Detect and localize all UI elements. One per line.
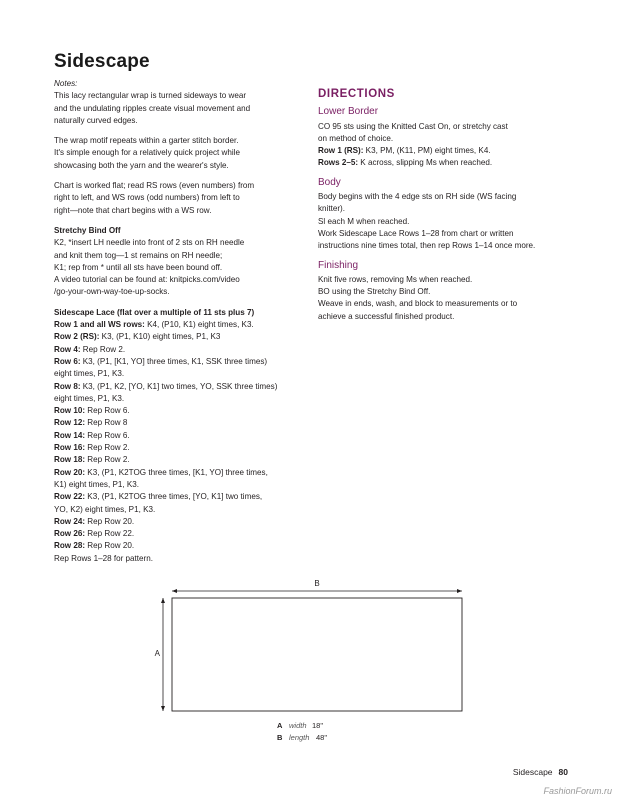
notes-line: showcasing both the yarn and the wearer's style. <box>54 160 229 170</box>
lace-closing: Rep Rows 1–28 for pattern. <box>54 553 153 563</box>
width-arrow-top <box>161 598 165 603</box>
direction-line <box>318 191 568 203</box>
direction-text: on method of choice. <box>318 133 394 143</box>
watermark-text: FashionForum.ru <box>543 786 612 796</box>
direction-text: achieve a successful finished product. <box>318 311 455 321</box>
legend-a-name: width <box>289 721 307 730</box>
direction-line <box>318 203 568 215</box>
length-arrow-left <box>172 589 177 593</box>
lace-row <box>54 540 304 552</box>
lace-row-text: Rep Row 22. <box>85 529 135 539</box>
notes-label: Notes: <box>54 79 78 88</box>
notes-line: right to left, and WS rows (odd numbers) from left to <box>54 193 240 203</box>
section-heading: Body <box>318 176 341 188</box>
lace-row-text: K3, (P1, K10) eight times, P1, K3 <box>99 332 221 342</box>
direction-row-label: Row 1 (RS): <box>318 146 364 156</box>
lace-row <box>54 454 304 466</box>
bind-off-heading: Stretchy Bind Off <box>54 225 121 235</box>
notes-paragraphs <box>54 90 304 217</box>
lace-heading: Sidescape Lace (flat over a multiple of 11 sts plus 7) <box>54 307 255 317</box>
schematic-diagram <box>150 578 470 748</box>
lace-row-text: K4, (P10, K1) eight times, K3. <box>144 320 254 330</box>
direction-text: CO 95 sts using the Knitted Cast On, or stretchy cast <box>318 121 508 131</box>
lace-row-label: Row 24: <box>54 516 86 526</box>
left-column <box>54 78 304 573</box>
lace-row-text: Rep Row 8 <box>85 418 128 428</box>
page-title: Sidescape <box>54 51 150 72</box>
lace-row <box>54 417 304 429</box>
notes-paragraph <box>54 135 304 172</box>
direction-text: K3, PM, (K11, PM) eight times, K4. <box>363 146 491 156</box>
notes-line: It's simple enough for a relatively quick project while <box>54 148 240 158</box>
lace-row-label: Row 8: <box>54 381 81 391</box>
lace-row-label: Row 6: <box>54 356 81 366</box>
direction-line <box>318 133 568 145</box>
direction-line <box>318 240 568 252</box>
lace-row-label: Row 20: <box>54 467 86 477</box>
notes-block <box>54 78 304 217</box>
section-heading: Lower Border <box>318 106 379 118</box>
lace-row-continuation: eight times, P1, K3. <box>54 393 125 403</box>
bind-off-line: /go-your-own-way-toe-up-socks. <box>54 287 170 297</box>
lace-row-label: Row 22: <box>54 492 86 502</box>
bind-off-line: and knit them tog—1 st remains on RH needle; <box>54 250 223 260</box>
notes-paragraph <box>54 180 304 217</box>
lace-row <box>54 442 304 454</box>
length-arrow-right <box>457 589 462 593</box>
lace-row-label: Row 1 and all WS rows: <box>54 320 145 330</box>
direction-text: Sl each M when reached. <box>318 216 410 226</box>
legend-a-key: A <box>277 721 283 730</box>
direction-line <box>318 145 568 157</box>
direction-line <box>318 311 568 323</box>
lace-row <box>54 467 304 479</box>
lace-row-text: K3, (P1, K2TOG three times, [K1, YO] three times, <box>85 467 268 477</box>
lace-row <box>54 491 304 503</box>
notes-line: This lacy rectangular wrap is turned sideways to wear <box>54 91 247 101</box>
lace-row-text: Rep Row 2. <box>85 455 130 465</box>
lace-row <box>54 405 304 417</box>
direction-text: K across, slipping Ms when reached. <box>358 158 493 168</box>
bind-off-block <box>54 225 304 299</box>
notes-line: Chart is worked flat; read RS rows (even numbers) from <box>54 181 255 191</box>
lace-row <box>54 331 304 343</box>
directions-section <box>318 106 568 169</box>
lace-row-label: Row 16: <box>54 443 86 453</box>
schematic-svg <box>150 578 470 748</box>
lace-row-continuation: YO, K2) eight times, P1, K3. <box>54 504 156 514</box>
direction-line <box>318 216 568 228</box>
direction-line <box>318 298 568 310</box>
notes-line: right—note that chart begins with a WS row. <box>54 205 212 215</box>
direction-line <box>318 121 568 133</box>
direction-line <box>318 157 568 169</box>
legend-a-value: 18" <box>312 721 324 730</box>
lace-row <box>54 319 304 331</box>
lace-row-continuation: eight times, P1, K3. <box>54 369 125 379</box>
lace-row <box>54 356 304 368</box>
directions-section <box>318 177 568 253</box>
right-column <box>318 88 568 330</box>
lace-row-text: K3, (P1, [K1, YO] three times, K1, SSK three times) <box>80 356 268 366</box>
lace-row-text: Rep Row 20. <box>85 541 135 551</box>
notes-line: naturally curved edges. <box>54 115 138 125</box>
lace-row <box>54 516 304 528</box>
direction-line <box>318 274 568 286</box>
direction-text: BO using the Stretchy Bind Off. <box>318 287 431 297</box>
bind-off-line: A video tutorial can be found at: knitpicks.com/video <box>54 275 240 285</box>
directions-sections <box>318 106 568 323</box>
lace-row-label: Row 28: <box>54 541 86 551</box>
lace-row-text: Rep Row 6. <box>85 406 130 416</box>
notes-paragraph <box>54 90 304 127</box>
direction-text: instructions nine times total, then rep Rows 1–14 once more. <box>318 241 536 251</box>
lace-row-text: K3, (P1, K2TOG three times, [YO, K1] two times, <box>85 492 263 502</box>
width-arrow-bottom <box>161 706 165 711</box>
direction-text: Work Sidescape Lace Rows 1–28 from chart or written <box>318 228 514 238</box>
directions-section <box>318 260 568 323</box>
length-dim-label: B <box>314 579 320 588</box>
lace-row-text: Rep Row 2. <box>80 344 126 354</box>
lace-block <box>54 307 304 565</box>
lace-row-text: Rep Row 2. <box>85 443 130 453</box>
lace-row-label: Row 4: <box>54 344 81 354</box>
lace-row-label: Row 12: <box>54 418 86 428</box>
section-heading: Finishing <box>318 259 359 271</box>
legend-b-value: 48" <box>316 733 328 742</box>
legend-b-name: length <box>289 733 310 742</box>
direction-text: Body begins with the 4 edge sts on RH side (WS facing <box>318 192 517 202</box>
direction-line <box>318 286 568 298</box>
directions-heading: DIRECTIONS <box>318 88 395 100</box>
lace-row-text: K3, (P1, K2, [YO, K1] two times, YO, SSK three times) <box>80 381 278 391</box>
bind-off-instructions <box>54 237 304 298</box>
lace-row-label: Row 18: <box>54 455 86 465</box>
direction-text: Weave in ends, wash, and block to measurements or to <box>318 299 518 309</box>
footer-section: Sidescape <box>512 767 553 777</box>
direction-text: Knit five rows, removing Ms when reached. <box>318 274 473 284</box>
direction-text: knitter). <box>318 204 345 214</box>
notes-line: and the undulating ripples create visual movement and <box>54 103 251 113</box>
lace-row <box>54 381 304 393</box>
lace-row <box>54 344 304 356</box>
lace-row-label: Row 2 (RS): <box>54 332 100 342</box>
direction-line <box>318 228 568 240</box>
legend-b-key: B <box>277 733 283 742</box>
schematic-legend <box>277 721 327 742</box>
lace-row-text: Rep Row 20. <box>85 516 135 526</box>
page-footer <box>513 767 568 777</box>
direction-row-label: Rows 2–5: <box>318 158 359 168</box>
bind-off-line: K1; rep from * until all sts have been bound off. <box>54 262 223 272</box>
notes-line: The wrap motif repeats within a garter stitch border. <box>54 136 239 146</box>
bind-off-line: K2, *insert LH needle into front of 2 sts on RH needle <box>54 238 245 248</box>
lace-row <box>54 528 304 540</box>
lace-rows <box>54 319 304 553</box>
lace-row-continuation: K1) eight times, P1, K3. <box>54 479 140 489</box>
lace-row <box>54 430 304 442</box>
lace-row-label: Row 14: <box>54 430 86 440</box>
lace-row-label: Row 10: <box>54 406 86 416</box>
lace-row-label: Row 26: <box>54 529 86 539</box>
page-number: 80 <box>558 767 568 777</box>
wrap-rectangle <box>172 598 462 711</box>
lace-row-text: Rep Row 6. <box>85 430 130 440</box>
width-dim-label: A <box>154 649 160 658</box>
